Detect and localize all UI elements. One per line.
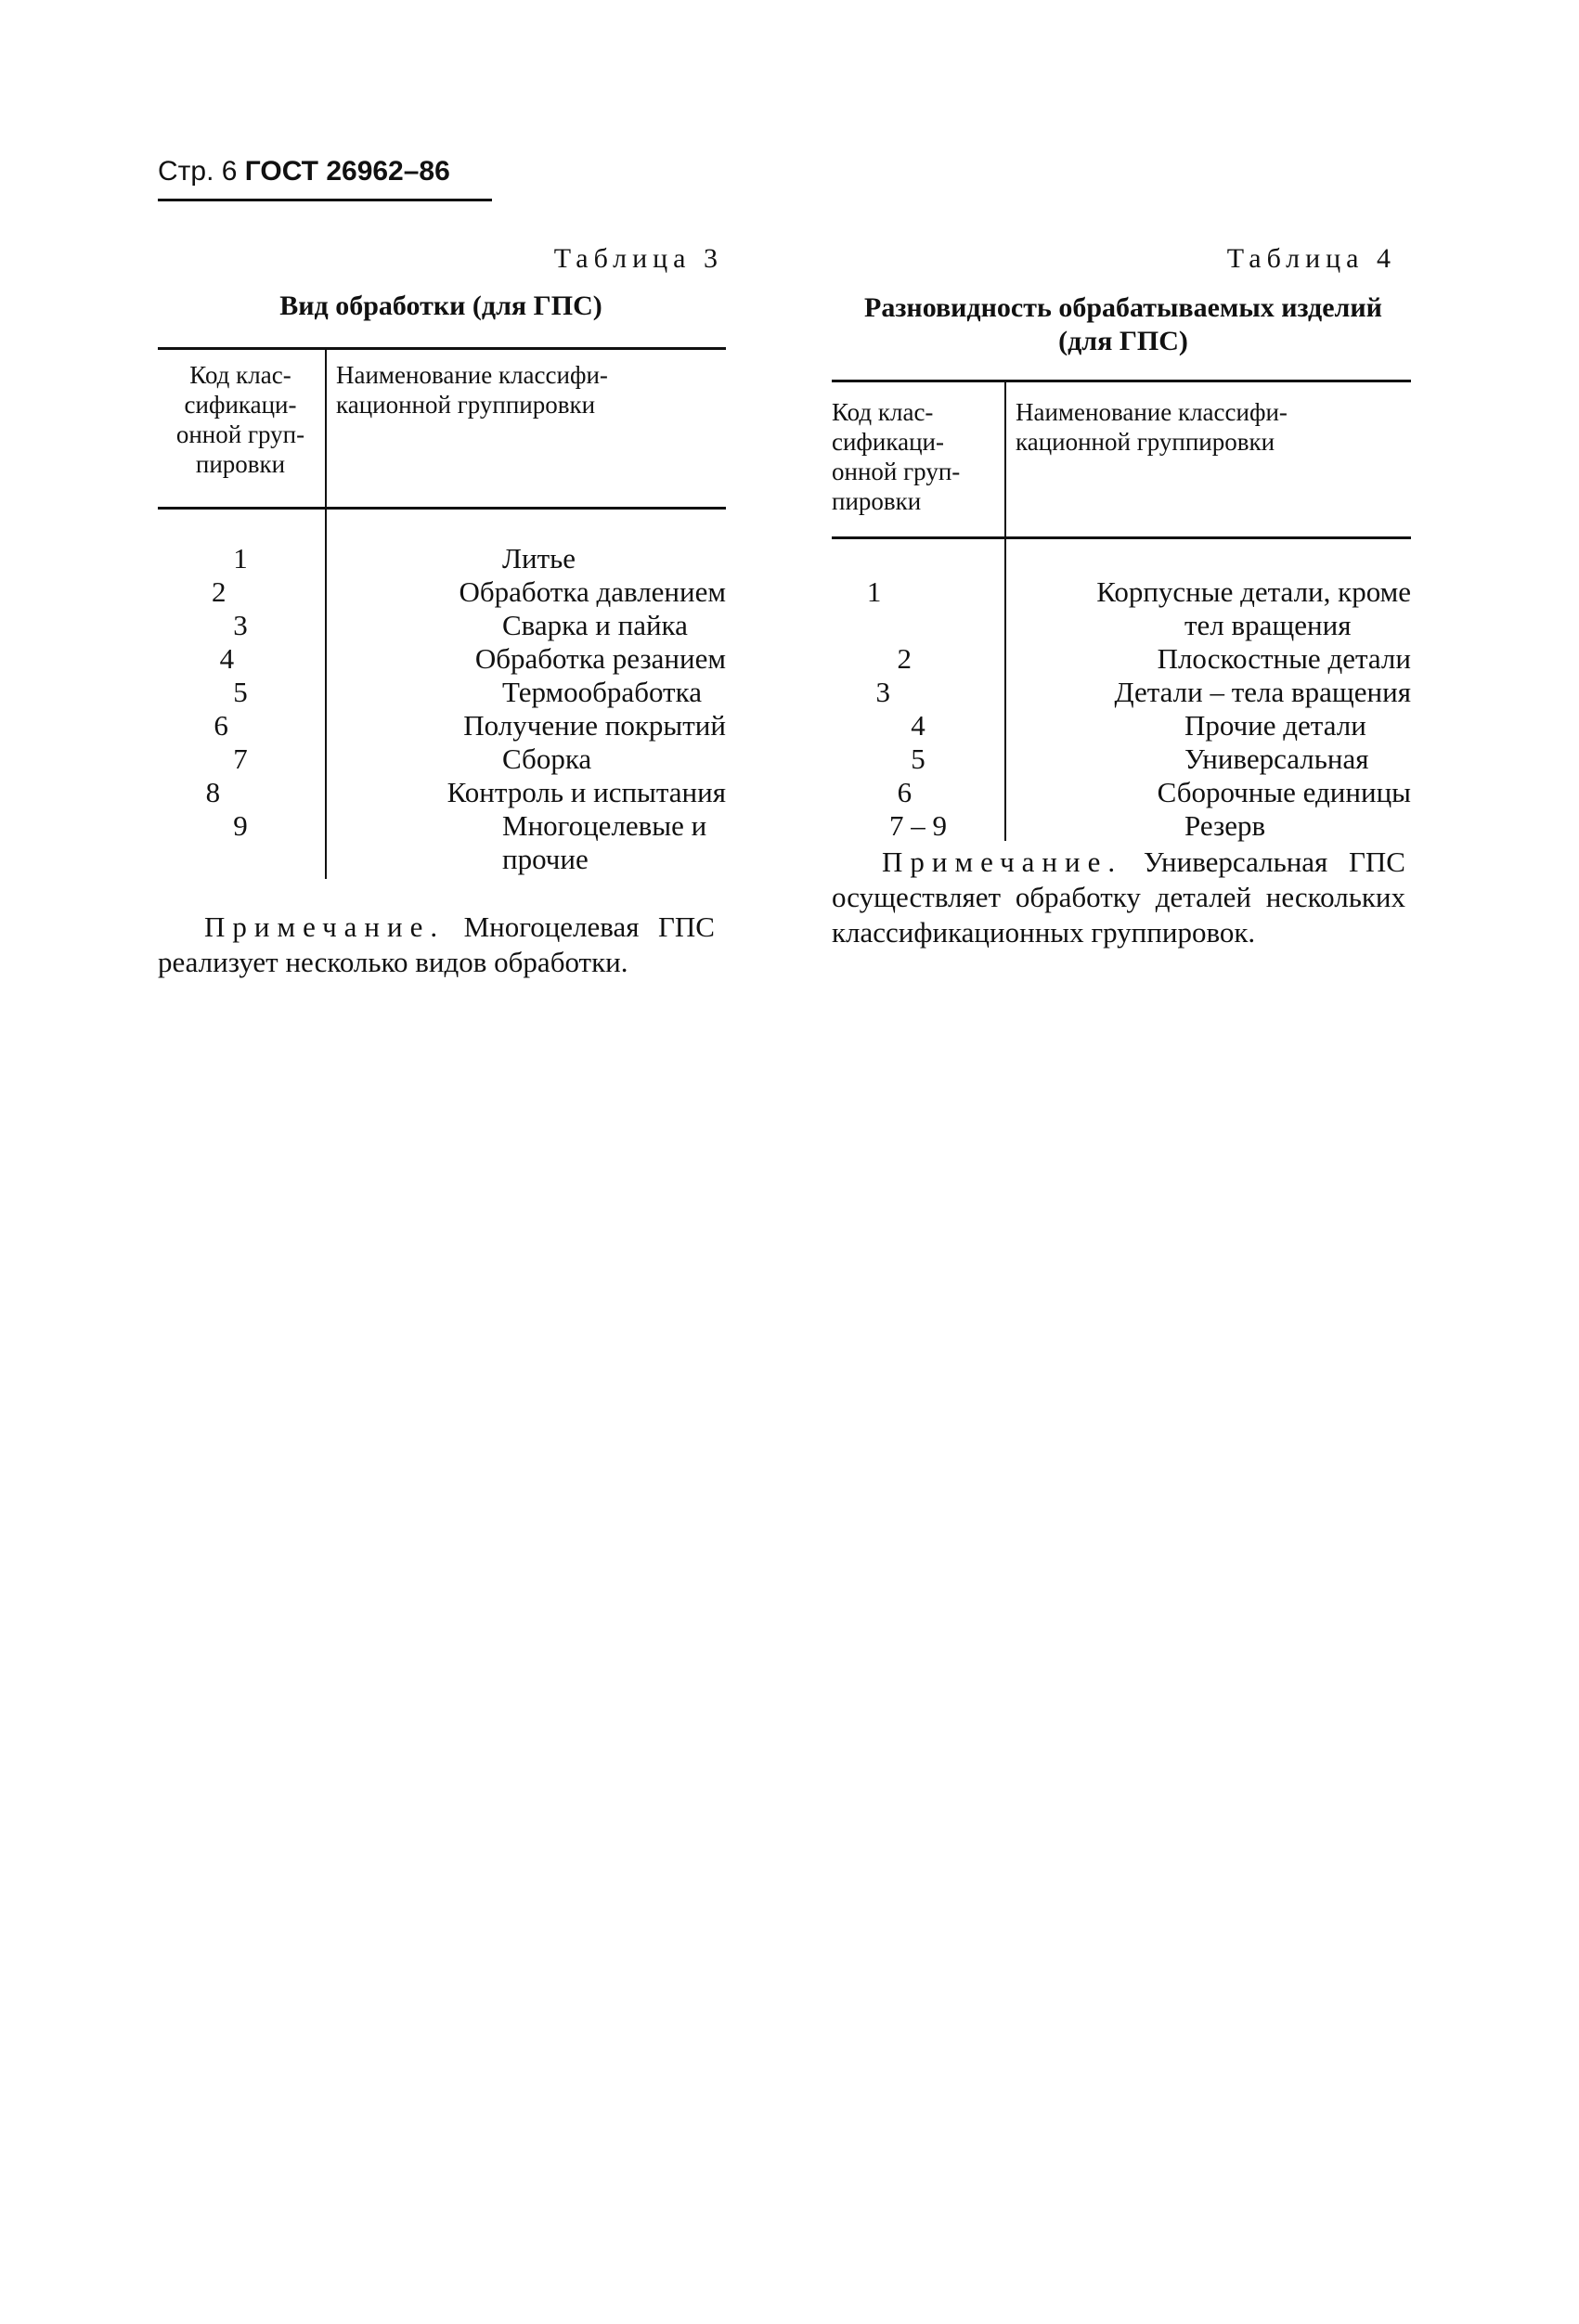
table3-name: Литье [502, 542, 576, 575]
table-row [832, 575, 1411, 609]
table3-name: Обработка давлением [459, 575, 726, 608]
table-row [832, 642, 1411, 676]
header-rule [158, 199, 492, 201]
table3-name: Контроль и испытания [447, 776, 726, 808]
table3-code: 9 [233, 809, 248, 842]
table3-body [158, 542, 726, 876]
table3-note-text: Многоцелевая ГПС реализует несколько видов обработки. [158, 910, 715, 978]
table3-code: 7 [233, 742, 248, 775]
table-row [158, 776, 726, 809]
table4-code: 2 [897, 642, 912, 675]
table3-top-rule [158, 347, 726, 350]
table4-name: Плоскостные детали [1157, 642, 1411, 675]
table-row [158, 575, 726, 609]
table3-name: Сварка и пайка [502, 609, 688, 641]
table4-code: 7 – 9 [889, 809, 947, 842]
table3-note-label: Примечание. [204, 910, 446, 943]
table4-header-divider [1004, 381, 1006, 539]
table3-code: 2 [212, 575, 226, 608]
table3-code: 1 [233, 542, 248, 575]
table4-top-rule [832, 380, 1411, 382]
table4-name: Корпусные детали, кроме [1096, 575, 1411, 608]
table-row [158, 843, 726, 876]
table4-code [832, 609, 1004, 642]
table4-title [826, 291, 1420, 358]
table3-name: Сборка [502, 742, 592, 775]
table3-name: Многоцелевые и [502, 809, 707, 842]
table-row [158, 709, 726, 742]
table3-head-name: Наименование классифи- кационной группировки [336, 361, 608, 419]
table3-head-code: Код клас- сификаци- онной груп- пировки [175, 361, 305, 478]
table4-title-line1: Разновидность обрабатываемых изделий [864, 292, 1382, 323]
table3-code: 6 [214, 709, 228, 742]
standard-number: ГОСТ 26962–86 [244, 156, 450, 187]
table-row [158, 609, 726, 642]
table4-head-rule [832, 536, 1411, 539]
table4-name: Детали – тела вращения [1114, 676, 1411, 708]
table-row [832, 809, 1411, 843]
table4-head-name: Наименование классифи- кационной группировки [1016, 398, 1288, 456]
table3-code: 5 [233, 676, 248, 708]
table4-name: Сборочные единицы [1157, 776, 1411, 808]
table3-title: Вид обработки (для ГПС) [279, 290, 602, 321]
table3-caption: Таблица 3 [553, 243, 723, 274]
table4-name: Прочие детали [1184, 709, 1366, 742]
table-row [158, 742, 726, 776]
table4-code: 4 [911, 709, 925, 742]
table4-body [832, 575, 1411, 843]
table4-name: тел вращения [1184, 609, 1352, 641]
table-row [158, 642, 726, 676]
table4-name: Универсальная [1184, 742, 1369, 775]
table4-note-label: Примечание. [882, 846, 1123, 878]
table3-head-rule [158, 507, 726, 510]
table4-note-text: Универсальная ГПС осуществляет обработку деталей нескольких классификационных группировок. [832, 846, 1405, 949]
table4-name: Резерв [1184, 809, 1266, 842]
table3-name: Обработка резанием [474, 642, 726, 675]
table3-name: Получение покрытий [463, 709, 726, 742]
table4-code: 3 [875, 676, 890, 708]
table4-code: 5 [911, 742, 925, 775]
table4-head-code: Код клас- сификаци- онной груп- пировки [832, 398, 961, 515]
table4-note [832, 845, 1405, 950]
page-label: Стр. 6 [158, 156, 238, 187]
page-header [158, 156, 450, 187]
table3-header-divider [325, 349, 327, 509]
table3-code: 4 [219, 642, 235, 675]
table4-title-line2: (для ГПС) [1058, 326, 1188, 356]
table4-caption: Таблица 4 [1226, 243, 1396, 274]
table4-code: 1 [866, 575, 882, 608]
table-row [832, 676, 1411, 709]
table-row [832, 709, 1411, 742]
table3-name: прочие [502, 843, 589, 875]
table-row [158, 809, 726, 843]
table3-note [158, 910, 715, 980]
table-row [158, 676, 726, 709]
table-row [832, 776, 1411, 809]
table3-code: 8 [205, 776, 221, 808]
table3-name: Термообработка [502, 676, 702, 708]
table3-code: 3 [233, 609, 248, 641]
table-row [832, 742, 1411, 776]
table3-code [158, 843, 323, 876]
table4-code: 6 [897, 776, 912, 808]
table-row [832, 609, 1411, 642]
table-row [158, 542, 726, 575]
